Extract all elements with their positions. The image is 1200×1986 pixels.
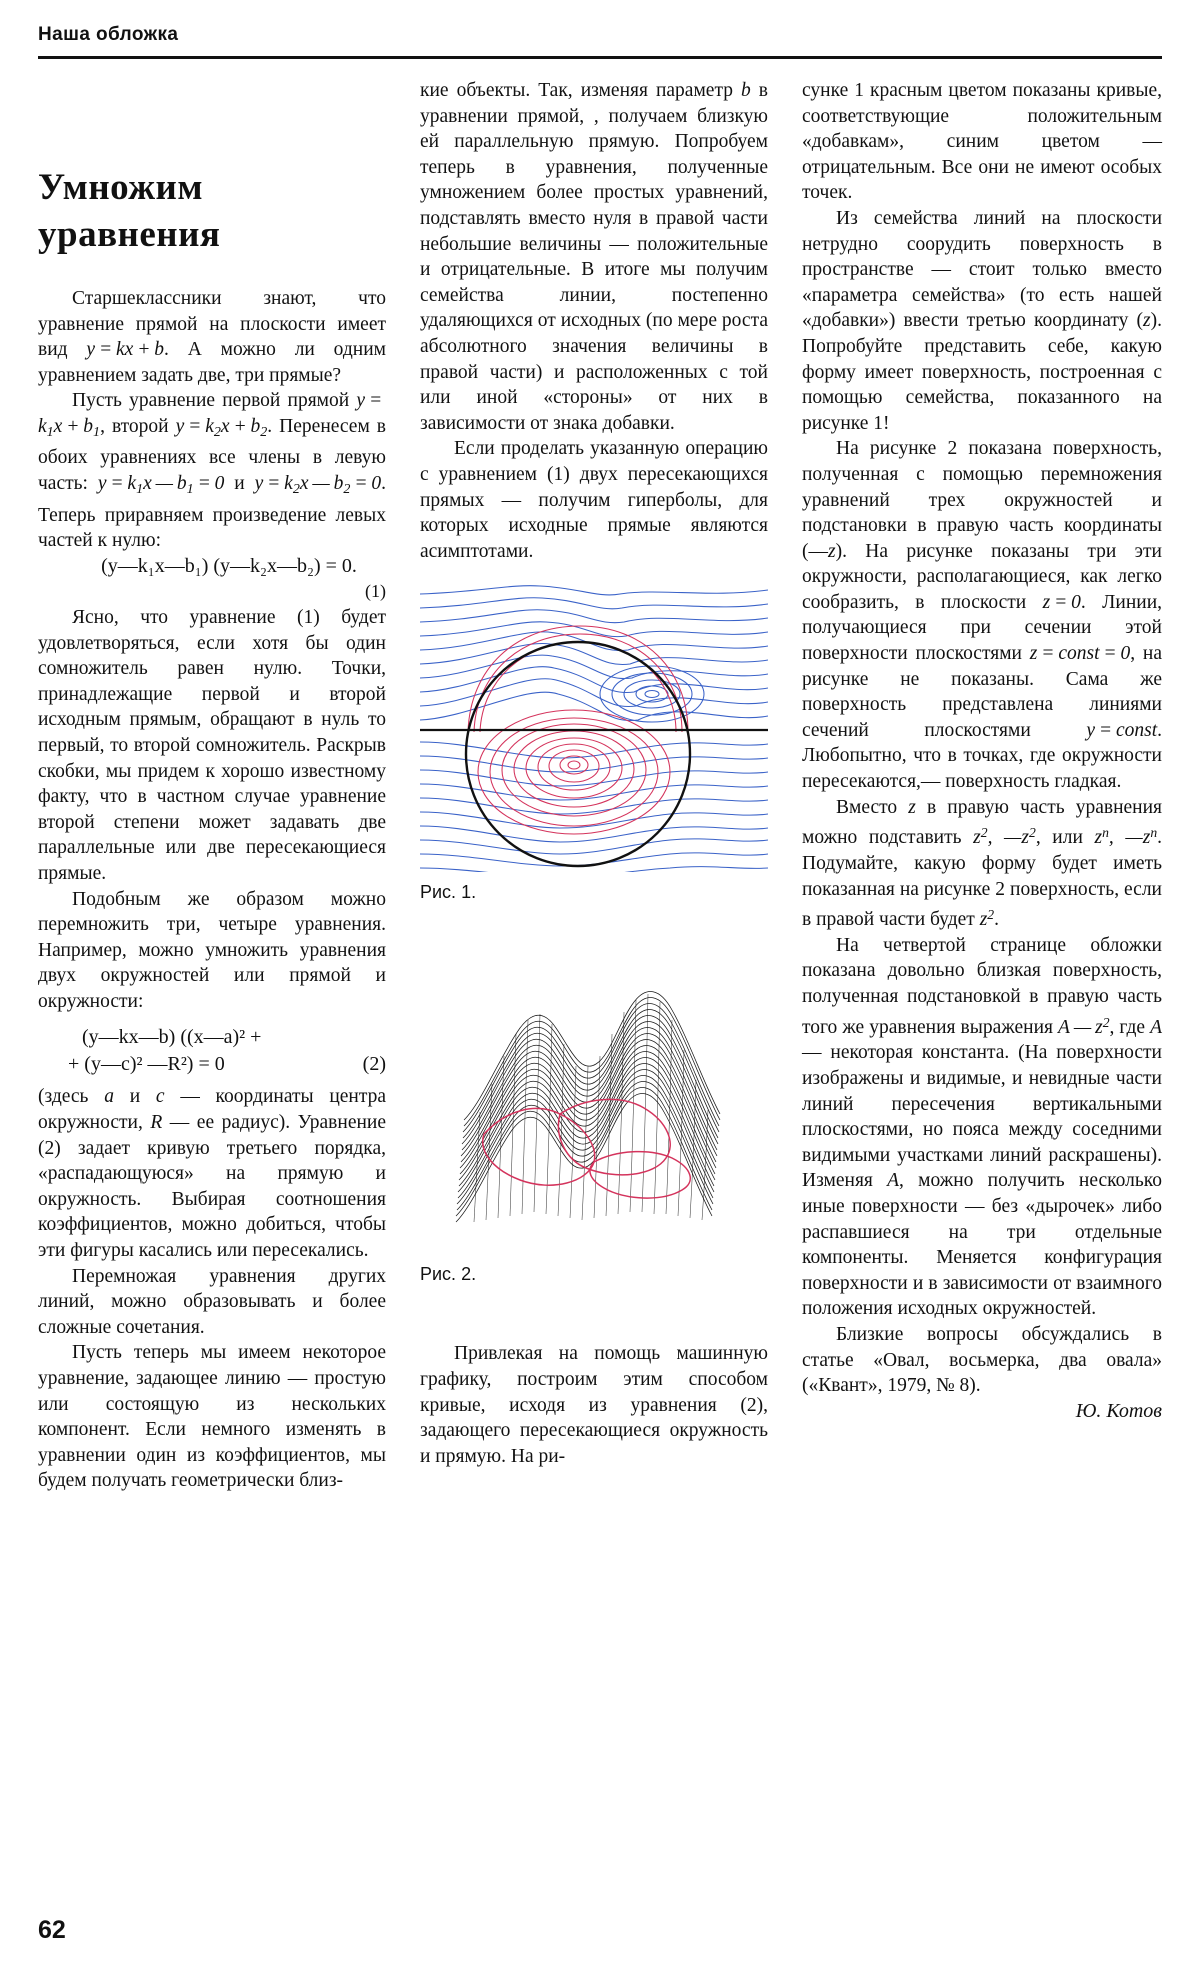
- paragraph: кие объекты. Так, изменяя параметр b в уравнении прямой, , получаем близкую ей параллельную прямую. Попробуем теперь в уравнения, полученные умножением более простых уравнений, подставлять вместо нуля в правой части небольшие величины — положительные и отрицательные. В итоге мы получим семейства линии, постепенно удаляющихся от исходных (по мере роста абсолютного значения величины в правой части) и расположенных с той или иной «стороны» от них в зависимости от знака добавки.: [420, 80, 769, 434]
- inline-symbol: R: [150, 1112, 163, 1134]
- paragraph: Привлекая на помощь машинную графику, построим этим способом кривые, исходя из уравнения (2), задающего пересекающиеся окружность и прямую. На ри-: [420, 1343, 768, 1467]
- formula-number-1: (1): [365, 581, 386, 602]
- paragraph: Близкие вопросы обсуждались в статье «Овал, восьмерка, два овала» («Квант», 1979, № 8).: [802, 1323, 1162, 1397]
- paragraph: Пусть теперь мы имеем некоторое уравнение, задающее линию — простую или состоящую из нескольких компонент. Если немного изменять в уравнении один из коэффициентов, мы будем получать геометрически близ-: [38, 1342, 386, 1492]
- inline-formula: $y = k_1x + b_1$: [38, 390, 387, 440]
- inline-formula: A — $z^2$: [1058, 1014, 1110, 1038]
- figure-1-caption: Рис. 1.: [420, 882, 477, 903]
- figure-2: [420, 924, 768, 1288]
- inline-formula: y = const: [1086, 719, 1158, 741]
- contour-family-plot: [420, 582, 768, 872]
- inline-formula: $y = k_2x + b_2$: [175, 415, 268, 440]
- inline-symbol: c: [155, 1086, 165, 1108]
- page-number: 62: [38, 1916, 66, 1944]
- inline-formula: $z^2$: [979, 907, 995, 931]
- paragraph: Из семейства линий на плоскости нетрудно соорудить поверхность в пространстве — стоит только вместо «параметра семейства» (то есть нашей «добавки») ввести третью координату (z). Попробуйте представить себе, какую форму имеет поверхность, построенная с помощью семейства, показанного на рисунке 1!: [802, 207, 1162, 434]
- paragraph: Перемножая уравнения других линий, можно образовывать и более сложные сочетания.: [38, 1265, 386, 1338]
- paragraph: Старшеклассники знают, что уравнение прямой на плоскости имеет вид y = kx + b. А можно ли одним уравнением задать две, три прямые?: [38, 288, 386, 386]
- display-formula-2: [38, 1024, 386, 1078]
- column-three: [802, 78, 1162, 1424]
- inline-symbol: z: [828, 540, 836, 562]
- column-two: [420, 78, 768, 1469]
- paragraph: Ясно, что уравнение (1) будет удовлетворяться, если хотя бы один сомножитель равен нулю. Точки, принадлежащие первой и второй исходным прямым, обращают в нуль то первый, то второй сомножитель. Раскрыв скобки, мы придем к хорошо известному факту, что в частном случае уравнение второй степени может задавать две параллельные или две пересекающиеся прямые.: [38, 606, 386, 884]
- paragraph: сунке 1 красным цветом показаны кривые, соответствующие положительным «добавкам», синим цветом — отрицательным. Все они не имеют особых точек.: [802, 80, 1162, 204]
- paragraph: Подобным же образом можно перемножить три, четыре уравнения. Например, можно умножить уравнения двух окружностей или прямой и окружности:: [38, 888, 386, 1012]
- inline-formula: $y = k_2x$ — $b_2 = 0$: [254, 473, 382, 497]
- inline-symbol: b: [741, 80, 751, 101]
- inline-symbol: A: [887, 1170, 900, 1192]
- figure-2-caption: Рис. 2.: [420, 1263, 477, 1284]
- inline-formula: y = kx + b: [86, 339, 165, 361]
- surface-mesh-plot: [420, 924, 768, 1254]
- inline-formula: $z^2$, $—z^2$: [973, 825, 1036, 849]
- inline-symbol: z: [908, 796, 916, 818]
- inline-formula: z = const = 0: [1029, 643, 1131, 665]
- formula-line: + (y—c)² —R²) = 0 (2): [38, 1051, 386, 1078]
- paragraph: Вместо z в правую часть уравнения можно подставить $z^2$, $—z^2$, или $z^n$, $—z^n$. Подумайте, какую форму будет иметь показанная на рисунке 2 поверхность, если в правой части будет $z^2$.: [802, 796, 1163, 931]
- inline-formula: z = 0: [1042, 591, 1081, 613]
- article-title: Умножим уравнения: [38, 167, 221, 255]
- running-head: Наша обложка: [38, 24, 179, 45]
- paragraph: На четвертой странице обложки показана довольно близкая поверхность, полученная подстановкой в правую часть того же уравнения выражения A — $z^2$, где A — некоторая константа. (На поверхности изображены и видимые, и невидные части линий пересечения вертикальными плоскостями, но пояса между соседними видимыми участками линий раскрашены). Изменяя A, можно получить несколько иные поверхности — без «дырочек» либо распавшиеся на три отдельные компоненты. Меняется конфигурация поверхности и в зависимости от взаимного положения исходных окружностей.: [802, 934, 1163, 1320]
- inline-symbol: z: [1143, 310, 1151, 332]
- display-formula-1: (y—k₁x—b₁) (y—k₂x—b₂) = 0.: [101, 554, 357, 577]
- paragraph: (здесь a и c — координаты центра окружности, R — ее радиус). Уравнение (2) задает кривую третьего порядка, «распадающуюся» на прямую и окружность. Выбирая соотношения коэффициентов, можно добиться, чтобы эти фигуры касались или пересекались.: [38, 1086, 387, 1262]
- figure-2-image: [420, 924, 768, 1254]
- inline-symbol: a: [104, 1086, 114, 1108]
- inline-symbol: A: [1150, 1016, 1163, 1038]
- paragraph: На рисунке 2 показана поверхность, полученная с помощью перемножения уравнений трех окружностей и подстановки в правую часть координаты (—z). На рисунке показаны три эти окружности, располагающиеся, как легко сообразить, в плоскости z = 0. Линии, получающиеся при сечении этой поверхности плоскостями z = const = 0, на рисунке не показаны. Сама же поверхность представлена линиями сечений плоскостями y = const. Любопытно, что в точках, где окружности пересекаются,— поверхность гладкая.: [802, 438, 1163, 793]
- column-one: [38, 78, 386, 1494]
- figure-1-image: [420, 582, 768, 872]
- author-signature: Ю. Котов: [1075, 1399, 1162, 1422]
- inline-formula: $y = k_1x$ — $b_1 = 0$: [97, 473, 225, 497]
- header-rule: [38, 56, 1162, 59]
- formula-line: (y—kx—b) ((x—a)² +: [82, 1026, 262, 1049]
- inline-formula: $z^n$, $—z^n$: [1094, 825, 1158, 849]
- paragraph: Пусть уравнение первой прямой $y = k_1x + b_1$, второй $y = k_2x + b_2$. Перенесем в обоих уравнениях все члены в левую часть: $y = k_1x$ — $b_1 = 0$ и $y = k_2x$ — $b_2 = 0$. Теперь приравняем произведение левых частей к нулю:: [38, 390, 387, 552]
- figure-1: [420, 582, 768, 906]
- formula-number-2: (2): [362, 1053, 386, 1076]
- paragraph: Если проделать указанную операцию с уравнением (1) двух пересекающихся прямых — получим гиперболы, для которых исходные прямые являются асимптотами.: [420, 438, 768, 562]
